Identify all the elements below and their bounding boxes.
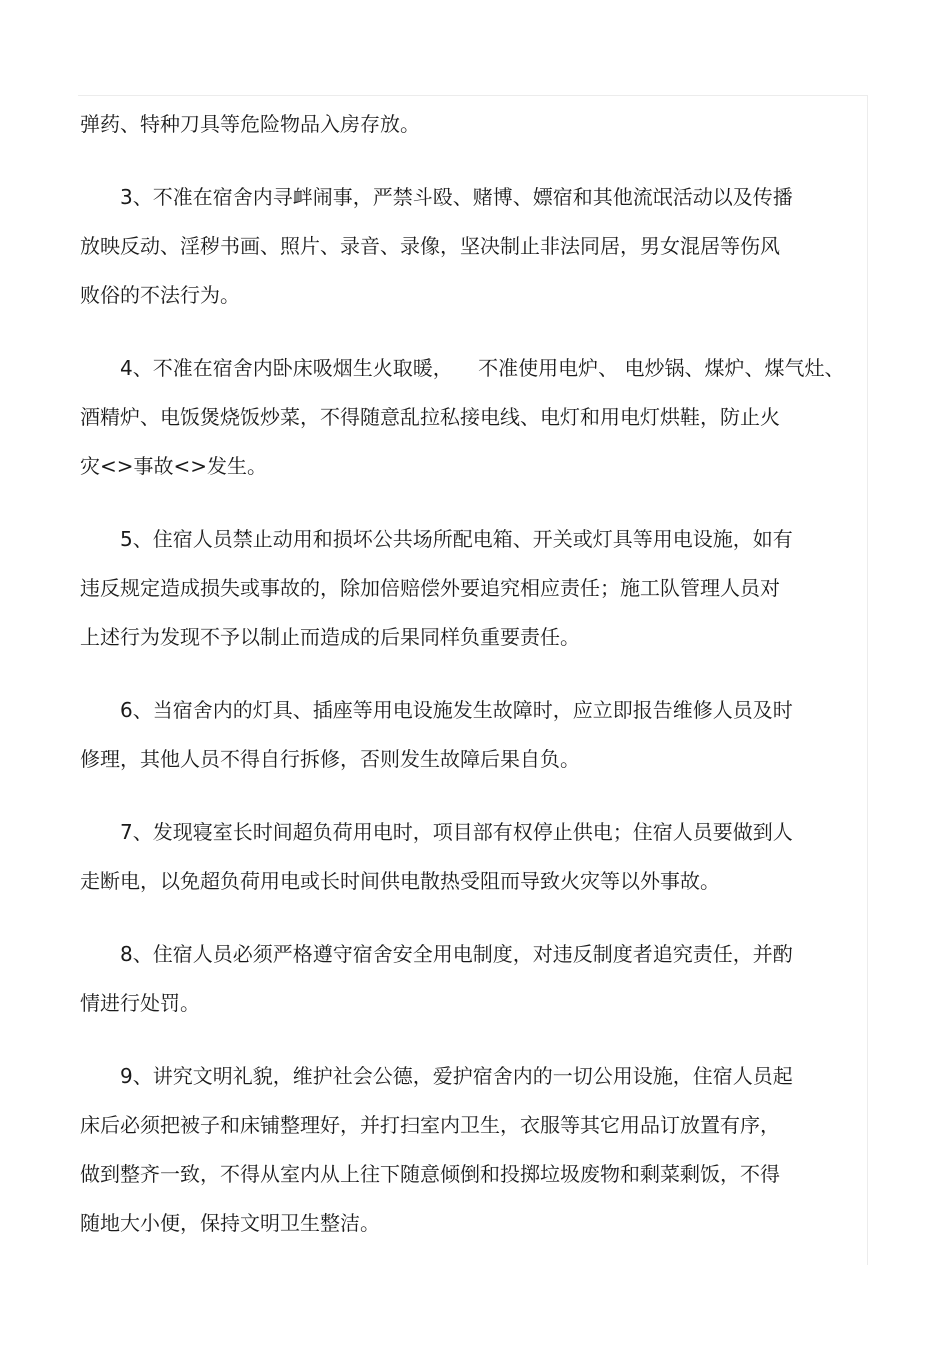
paragraph-line: 做到整齐一致，不得从室内从上往下随意倾倒和投掷垃圾废物和剩菜剩饭，不得 [80, 1162, 780, 1186]
paragraph-line: 随地大小便，保持文明卫生整洁。 [80, 1211, 380, 1235]
paragraph-line: 情进行处罚。 [80, 991, 200, 1015]
paragraph-rule-6 [80, 686, 870, 784]
paragraph-line: 床后必须把被子和床铺整理好，并打扫室内卫生，衣服等其它用品订放置有序， [80, 1113, 780, 1137]
paragraph-rule-3 [80, 173, 870, 320]
paragraph-line: 修理，其他人员不得自行拆修，否则发生故障后果自负。 [80, 747, 580, 771]
paragraph-rule-9 [80, 1052, 870, 1248]
paragraph-line: 放映反动、淫秽书画、照片、录音、录像，坚决制止非法同居，男女混居等伤风 [80, 234, 780, 258]
paragraph-gap [80, 320, 870, 344]
paragraph-rule-5 [80, 515, 870, 662]
paragraph-gap [80, 784, 870, 808]
paragraph-line: 8、住宿人员必须严格遵守宿舍安全用电制度，对违反制度者追究责任，并酌 [120, 942, 793, 966]
paragraph-line: 上述行为发现不予以制止而造成的后果同样负重要责任。 [80, 625, 580, 649]
paragraph-rule-7 [80, 808, 870, 906]
document-body [80, 100, 870, 1248]
paragraph-gap [80, 662, 870, 686]
paragraph-line: 7、发现寝室长时间超负荷用电时，项目部有权停止供电；住宿人员要做到人 [120, 820, 793, 844]
paragraph-line: 4、不准在宿舍内卧床吸烟生火取暖， 不准使用电炉、 电炒锅、煤炉、煤气灶、 [120, 356, 845, 380]
paragraph-line: 走断电，以免超负荷用电或长时间供电散热受阻而导致火灾等以外事故。 [80, 869, 720, 893]
paragraph-line: 5、住宿人员禁止动用和损坏公共场所配电箱、开关或灯具等用电设施，如有 [120, 527, 793, 551]
paragraph-gap [80, 149, 870, 173]
paragraph-line: 弹药、特种刀具等危险物品入房存放。 [80, 112, 420, 136]
paragraph-rule-8 [80, 930, 870, 1028]
paragraph-gap [80, 906, 870, 930]
paragraph-line: 6、当宿舍内的灯具、插座等用电设施发生故障时，应立即报告维修人员及时 [120, 698, 793, 722]
paragraph-fragment [80, 100, 870, 149]
paragraph-gap [80, 491, 870, 515]
paragraph-line: 9、讲究文明礼貌，维护社会公德，爱护宿舍内的一切公用设施，住宿人员起 [120, 1064, 793, 1088]
paragraph-line: 败俗的不法行为。 [80, 283, 240, 307]
paragraph-line: 酒精炉、电饭煲烧饭炒菜，不得随意乱拉私接电线、电灯和用电灯烘鞋，防止火 [80, 405, 780, 429]
paragraph-line: 灾<>事故<>发生。 [80, 454, 268, 478]
paragraph-gap [80, 1028, 870, 1052]
paragraph-line: 3、不准在宿舍内寻衅闹事，严禁斗殴、赌博、嫖宿和其他流氓活动以及传播 [120, 185, 793, 209]
paragraph-line: 违反规定造成损失或事故的，除加倍赔偿外要追究相应责任；施工队管理人员对 [80, 576, 780, 600]
paragraph-rule-4 [80, 344, 870, 491]
